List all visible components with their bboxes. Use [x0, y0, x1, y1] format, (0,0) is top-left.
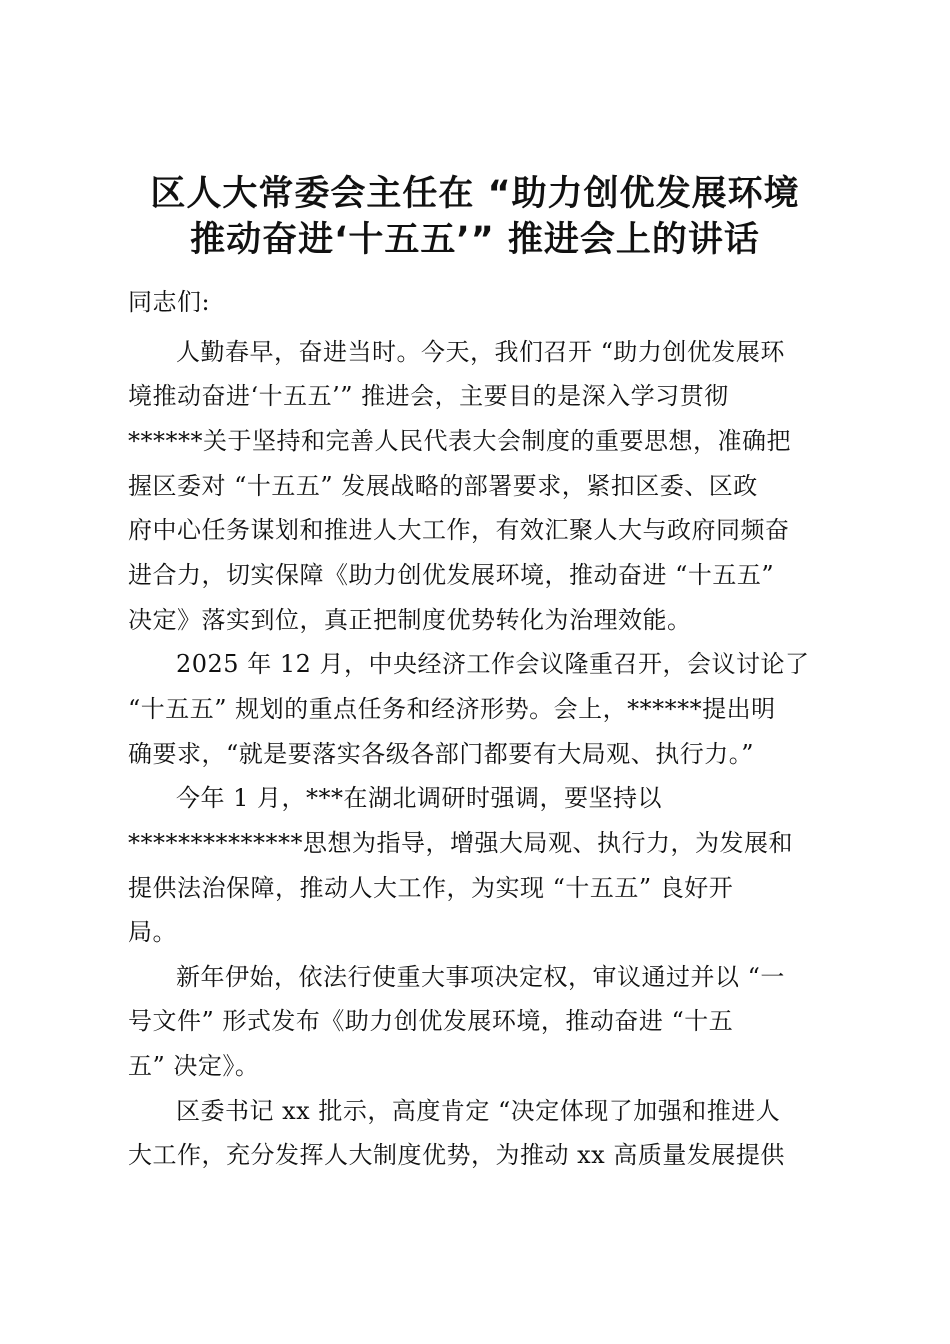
body-line: 境推动奋进‘十五五’” 推进会，主要目的是深入学习贯彻 [128, 382, 729, 410]
document-title-line-2: 推动奋进‘十五五’” 推进会上的讲话 [190, 220, 760, 260]
body-line: 大工作，充分发挥人大制度优势，为推动 xx 高质量发展提供 [128, 1141, 785, 1169]
body-line: “十五五” 规划的重点任务和经济形势。会上，******提出明 [128, 695, 776, 723]
body-line: 人勤春早，奋进当时。今天，我们召开 “助力创优发展环 [176, 338, 785, 366]
body-line: 确要求，“就是要落实各级各部门都要有大局观、执行力。” [128, 740, 755, 768]
document-title-line-1: 区人大常委会主任在 “助力创优发展环境 [150, 174, 800, 214]
body-line: 2025 年 12 月，中央经济工作会议隆重召开，会议讨论了 [176, 650, 810, 678]
body-line: 局。 [128, 918, 177, 946]
body-line: 提供法治保障，推动人大工作，为实现 “十五五” 良好开 [128, 874, 734, 902]
body-line: 进合力，切实保障《助力创优发展环境，推动奋进 “十五五” [128, 561, 775, 589]
body-line: **************思想为指导，增强大局观、执行力，为发展和 [128, 829, 793, 857]
body-line: 五” 决定》。 [128, 1052, 260, 1080]
body-line: 区委书记 xx 批示，高度肯定 “决定体现了加强和推进人 [176, 1097, 781, 1125]
salutation: 同志们: [128, 288, 211, 316]
body-line: 府中心任务谋划和推进人大工作，有效汇聚人大与政府同频奋 [128, 516, 790, 544]
body-line: ******关于坚持和完善人民代表大会制度的重要思想，准确把 [128, 427, 791, 455]
body-line: 决定》落实到位，真正把制度优势转化为治理效能。 [128, 606, 692, 634]
body-line: 号文件” 形式发布《助力创优发展环境，推动奋进 “十五 [128, 1007, 734, 1035]
body-line: 今年 1 月，***在湖北调研时强调，要坚持以 [176, 784, 663, 812]
body-line: 新年伊始，依法行使重大事项决定权，审议通过并以 “一 [176, 963, 785, 991]
body-line: 握区委对 “十五五” 发展战略的部署要求，紧扣区委、区政 [128, 472, 758, 500]
